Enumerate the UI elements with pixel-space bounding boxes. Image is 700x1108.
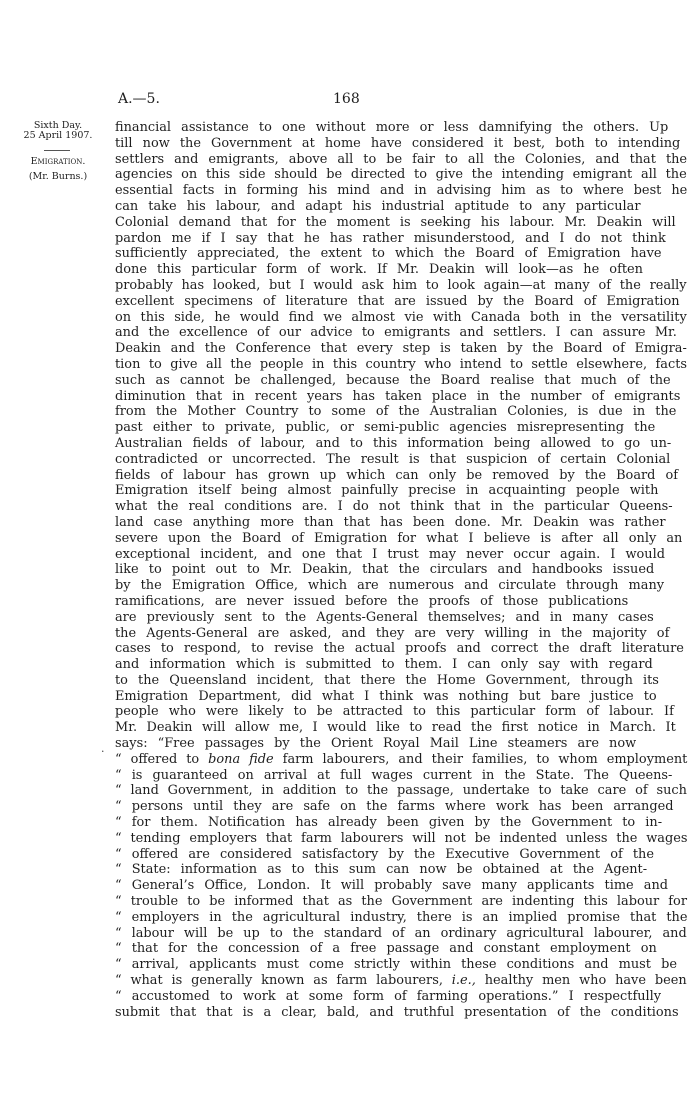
text-line: land case anything more than that has been done. Mr. Deakin was rather [115, 514, 666, 530]
text-line: “ offered to bona fide farm labourers, and their families, to whom employment [115, 751, 688, 767]
text-line: fields of labour has grown up which can only be removed by the Board of [115, 467, 679, 483]
text-line: sufficiently appreciated, the extent to which the Board of Emigration have [115, 246, 662, 262]
text-line: from the Mother Country to some of the Australian Colonies, is due in the [115, 404, 677, 420]
text-line: like to point out to Mr. Deakin, that the circulars and handbooks issued [115, 562, 655, 578]
text-line: settlers and emigrants, above all to be fair to all the Colonies, and that the [115, 151, 688, 167]
margin-note-subject: Emigration. [30, 156, 86, 167]
text-line: what the real conditions are. I do not think that in the particular Queens- [115, 499, 673, 515]
text-line: submit that that is a clear, bald, and truthful presentation of the conditions [115, 1004, 679, 1020]
text-line: Mr. Deakin will allow me, I would like to read the first notice in March. It [115, 720, 676, 736]
text-line: “ that for the concession of a free passage and constant employment on [115, 941, 657, 957]
text-line: ramifications, are never issued before the proofs of those publications [115, 593, 629, 609]
margin-divider [44, 150, 70, 151]
text-line: Deakin and the Conference that every step is taken by the Board of Emigra- [115, 341, 687, 357]
text-line: “ labour will be up to the standard of an ordinary agricultural labourer, and [115, 925, 687, 941]
text-line: probably has looked, but I would ask him to look again—at many of the really [115, 277, 687, 293]
text-line: essential facts in forming his mind and in advising him as to where best he [115, 183, 688, 199]
text-line: contradicted or uncorrected. The result is that suspicion of certain Colonial [115, 451, 671, 467]
text-line: diminution that in recent years has taken place in the number of emigrants [115, 388, 681, 404]
text-line: and information which is submitted to them. I can only say with regard [115, 657, 653, 673]
text-line: tion to give all the people in this country who intend to settle elsewhere, facts [115, 356, 687, 372]
text-line: by the Emigration Office, which are numerous and circulate through many [115, 578, 665, 594]
text-line: and the excellence of our advice to emigrants and settlers. I can assure Mr. [115, 325, 677, 341]
text-line: are previously sent to the Agents-General themselves; and in many cases [115, 609, 654, 625]
text-line: “ trouble to be informed that as the Government are indenting this labour for [115, 894, 687, 910]
text-line: “ persons until they are safe on the farms where work has been arranged [115, 799, 674, 815]
text-line: “ offered are considered satisfactory by the Executive Government of the [115, 846, 654, 862]
text-line: Colonial demand that for the moment is seeking his labour. Mr. Deakin will [115, 214, 676, 230]
text-line: Australian fields of labour, and to this information being allowed to go un- [115, 435, 672, 451]
text-line: says: “Free passages by the Orient Royal Mail Line steamers are now [115, 736, 637, 752]
text-line: “ for them. Notification has already been given by the Government to in- [115, 815, 663, 831]
margin-note-day: Sixth Day. [33, 120, 83, 131]
text-line: pardon me if I say that he has rather misunderstood, and I do not think [115, 230, 666, 246]
margin-note-speaker: (Mr. Burns.) [28, 171, 88, 182]
text-line: “ what is generally known as farm labourers, i.e., healthy men who have been [115, 973, 687, 989]
text-line: “ is guaranteed on arrival at full wages current in the State. The Queens- [115, 767, 673, 783]
text-line: excellent specimens of literature that are issued by the Board of Emigration [115, 293, 680, 309]
text-line: Emigration itself being almost painfully precise in acquainting people with [115, 483, 659, 499]
text-line: severe upon the Board of Emigration for what I believe is after all only an [115, 530, 683, 546]
text-line: till now the Government at home have considered it best, both to intending [115, 135, 681, 151]
text-line: “ land Government, in addition to the passage, undertake to take care of such [115, 783, 687, 799]
margin-note-date: 25 April 1907. [23, 130, 93, 141]
text-line: the Agents-General are asked, and they are very willing in the majority of [115, 625, 670, 641]
text-line: “ employers in the agricultural industry, there is an implied promise that the [115, 909, 688, 925]
text-line: done this particular form of work. If Mr. Deakin will look—as he often [115, 262, 643, 278]
text-line: exceptional incident, and one that I trust may never occur again. I would [115, 546, 665, 562]
text-line: can take his labour, and adapt his industrial aptitude to any particular [115, 198, 641, 214]
text-line: “ arrival, applicants must come strictly within these conditions and must be [115, 957, 677, 973]
text-line: cases to respond, to revise the actual proofs and correct the draft literature [115, 641, 684, 657]
text-line: “ General’s Office, London. It will probably save many applicants time and [115, 878, 669, 894]
text-line: agencies on this side should be directed to give the intending emigrant all the [115, 167, 687, 183]
text-line: to the Queensland incident, that there the Home Government, through its [115, 672, 659, 688]
text-line: people who were likely to be attracted to this particular form of labour. If [115, 704, 674, 720]
text-line: “ tending employers that farm labourers will not be indented unless the wages [115, 830, 688, 846]
text-line: such as cannot be challenged, because the Board realise that much of the [115, 372, 671, 388]
body-text [115, 120, 687, 1020]
document-reference: A.—5. [118, 91, 160, 107]
text-line: past either to private, public, or semi-public agencies misrepresenting the [115, 420, 656, 436]
text-line: “ accustomed to work at some form of farming operations.” I respectfully [115, 988, 662, 1004]
text-line: Emigration Department, did what I think was nothing but bare justice to [115, 688, 657, 704]
text-line: financial assistance to one without more or less damnifying the others. Up [115, 120, 669, 135]
text-line: “ State: information as to this sum can now be obtained at the Agent- [115, 862, 648, 878]
text-line: on this side, he would find we almost vie with Canada both in the versatility [115, 309, 687, 325]
margin-dot: · [101, 745, 105, 758]
page-number: 168 [333, 91, 360, 107]
